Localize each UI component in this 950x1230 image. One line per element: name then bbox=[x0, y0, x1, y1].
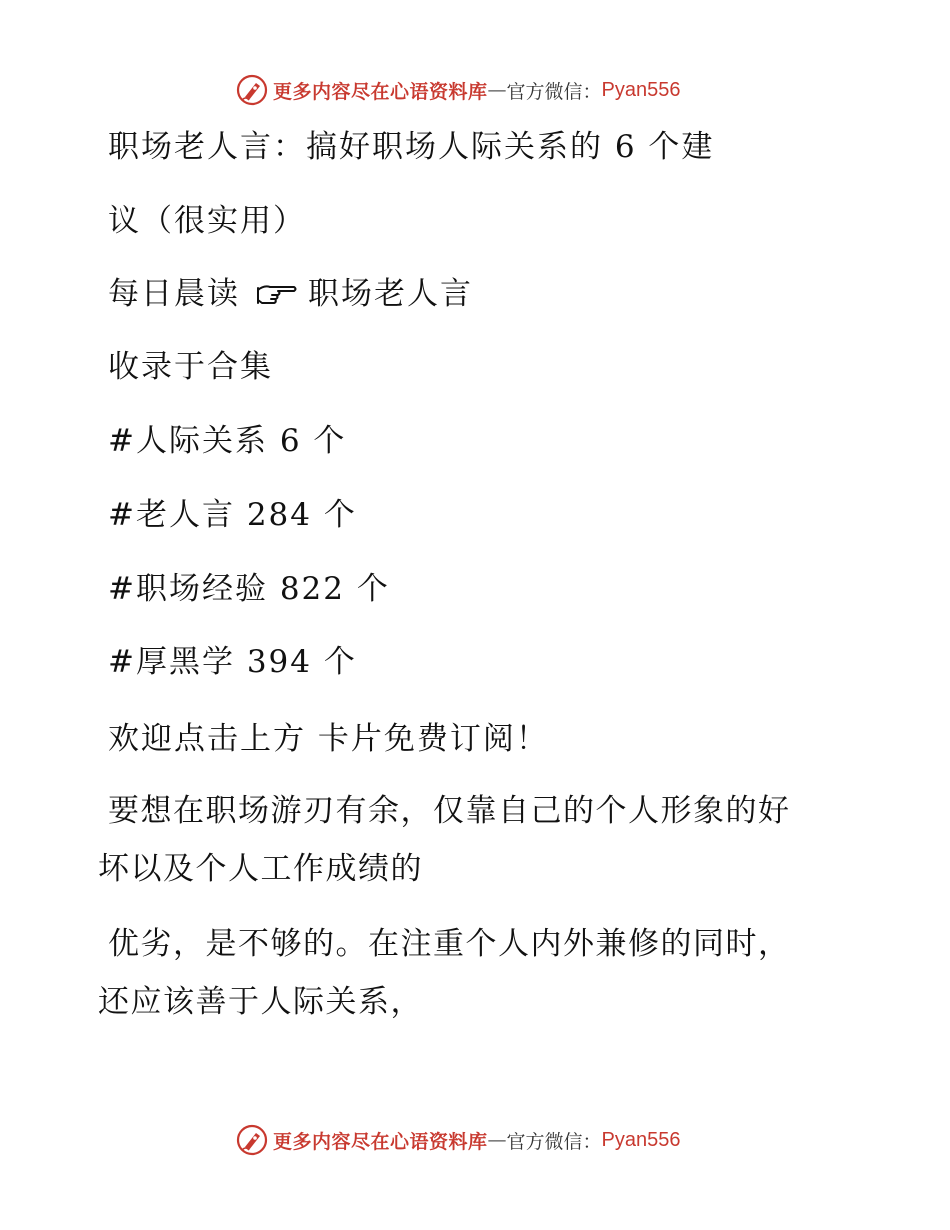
paragraph-2-line-2: 还应该善于人际关系， bbox=[98, 984, 423, 1020]
pen-nib-logo-icon bbox=[236, 1124, 268, 1156]
subscribe-prompt: 欢迎点击上方 卡片免费订阅！ bbox=[108, 721, 549, 757]
header-watermark bbox=[236, 73, 681, 107]
tag-item[interactable]: #老人言 284 个 bbox=[108, 497, 357, 533]
watermark-wechat-id: Pyan556 bbox=[601, 78, 681, 101]
watermark-wechat-label: 官方微信： bbox=[506, 80, 602, 103]
body-paragraph-1 bbox=[98, 782, 858, 898]
footer-watermark bbox=[236, 1123, 681, 1157]
paragraph-2-line-1: 优劣，是不够的。在注重个人内外兼修的同时， bbox=[108, 926, 791, 962]
paragraph-1-line-2: 坏以及个人工作成绩的 bbox=[98, 851, 423, 887]
watermark-wechat-id: Pyan556 bbox=[601, 1128, 681, 1151]
article-title-line-2: 议（很实用） bbox=[108, 203, 306, 239]
article-title-line-1: 职场老人言：搞好职场人际关系的 6 个建 bbox=[108, 129, 715, 165]
watermark-text: 更多内容尽在心语资料库 bbox=[273, 1130, 488, 1153]
collection-label: 收录于合集 bbox=[108, 349, 273, 385]
tag-item[interactable]: #厚黑学 394 个 bbox=[108, 644, 357, 680]
source-prefix: 每日晨读 bbox=[108, 276, 240, 312]
source-name: 职场老人言 bbox=[308, 276, 473, 312]
watermark-separator: — bbox=[487, 1129, 507, 1151]
pen-nib-logo-icon bbox=[236, 74, 268, 106]
tag-item[interactable]: #人际关系 6 个 bbox=[108, 423, 347, 459]
pointing-hand-icon bbox=[254, 279, 298, 307]
tag-item[interactable]: #职场经验 822 个 bbox=[108, 571, 390, 607]
watermark-separator: — bbox=[487, 79, 507, 101]
watermark-text: 更多内容尽在心语资料库 bbox=[273, 80, 488, 103]
paragraph-1-line-1: 要想在职场游刃有余，仅靠自己的个人形象的好 bbox=[108, 793, 791, 829]
body-paragraph-2 bbox=[98, 915, 858, 1031]
watermark-wechat-label: 官方微信： bbox=[506, 1130, 602, 1153]
source-line bbox=[108, 274, 473, 314]
